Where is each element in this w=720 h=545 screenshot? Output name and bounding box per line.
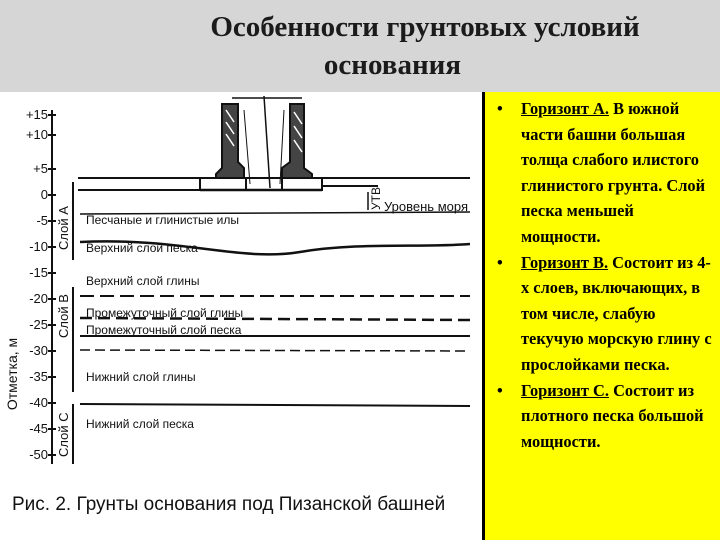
tick-label: -10 <box>29 239 48 254</box>
foundation-right-step <box>282 178 322 190</box>
bullet-dot: • <box>497 380 503 400</box>
tick-label: +5 <box>33 161 48 176</box>
sea-level-label: Уровень моря <box>384 199 468 214</box>
tick-label: +10 <box>25 127 48 142</box>
layer-group-label-c: Слой С <box>56 412 71 457</box>
layer-label: Песчаные и глинистые илы <box>86 213 239 227</box>
bullet-dot: • <box>497 99 503 118</box>
title-bar <box>0 0 720 92</box>
y-axis-label: Отметка, м <box>4 337 20 411</box>
lower-clay-boundary <box>80 404 470 406</box>
slide-title-line-2: основания <box>323 49 462 81</box>
tick-label: -40 <box>29 395 48 410</box>
layer-label: Промежуточный слой песка <box>86 323 242 337</box>
tick-label: -20 <box>29 291 48 306</box>
bullet-text: В южной части башни большая толща слабого илистого глинистого грунта. Слой песка меньшей мощности. <box>521 99 706 246</box>
bullet-heading: Горизонт С. <box>521 380 609 400</box>
layer-group-label-a: Слой А <box>56 206 71 250</box>
bullet-heading: Горизонт В. <box>521 252 609 272</box>
bullet-item-horizon-b <box>493 250 714 378</box>
bullet-text: Состоит из плотного песка большой мощности. <box>521 380 704 451</box>
tick-label: 0 <box>40 187 48 202</box>
tick-labels <box>26 107 48 462</box>
layer-label: Промежуточный слой глины <box>86 306 244 320</box>
tick-label: -30 <box>29 343 48 358</box>
intermediate-sand-lower <box>80 350 470 351</box>
tick-label: -5 <box>36 213 48 228</box>
tick-label: -25 <box>29 317 48 332</box>
figure-caption: Рис. 2. Грунты основания под Пизанской башней <box>12 494 446 515</box>
bullet-dot: • <box>497 252 503 272</box>
slide-title-line-1: Особенности грунтовых условий <box>210 11 640 43</box>
layer-label: Нижний слой песка <box>86 417 194 431</box>
layer-label: Нижний слой глины <box>86 370 196 384</box>
bullet-list <box>493 96 714 454</box>
bullet-heading: Горизонт А. <box>521 99 609 118</box>
foundation-left-step <box>200 178 246 190</box>
tower-axis <box>264 96 270 188</box>
tick-label: +15 <box>25 107 48 122</box>
bullet-item-horizon-a <box>493 96 714 250</box>
tick-label: -35 <box>29 369 48 384</box>
bullet-text: Состоит из 4-х слоев, включающих, в том числе, слабую текучую морскую глину с прослойками песка. <box>521 252 712 374</box>
soil-diagram-svg <box>0 92 480 540</box>
tick-label: -50 <box>29 447 48 462</box>
layer-label: Верхний слой глины <box>86 274 200 288</box>
tick-label: -15 <box>29 265 48 280</box>
tick-label: -45 <box>29 421 48 436</box>
y-axis <box>48 110 56 464</box>
utv-label: УТВ <box>369 187 383 210</box>
soil-diagram <box>0 92 480 540</box>
layer-group-label-b: Слой В <box>56 294 71 338</box>
tower-foundation-drawing <box>200 96 322 190</box>
bullet-item-horizon-c <box>493 378 714 455</box>
layer-labels <box>86 213 243 431</box>
bullet-panel <box>482 92 720 540</box>
layer-label: Верхний слой песка <box>86 241 198 255</box>
